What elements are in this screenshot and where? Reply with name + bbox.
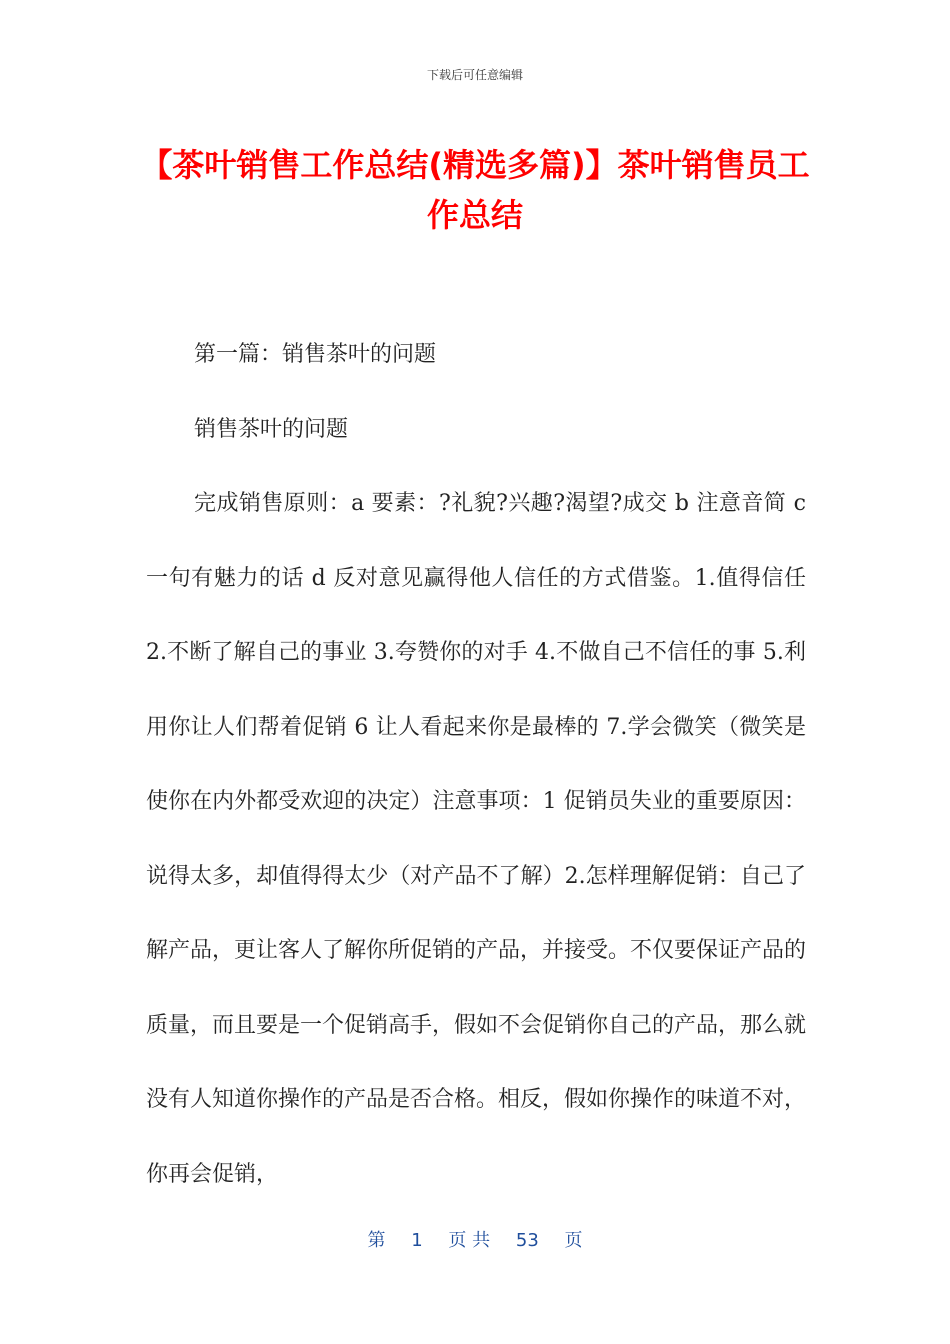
- page-footer: [0, 1226, 950, 1252]
- header-note: 下载后可任意编辑: [426, 68, 523, 82]
- document-content: [146, 318, 806, 1212]
- document-title: 【茶叶销售工作总结(精选多篇)】茶叶销售员工作总结: [140, 146, 810, 234]
- footer-page-prefix: 第: [367, 1230, 386, 1251]
- body-paragraph: 完成销售原则：a 要素：?礼貌?兴趣?渴望?成交 b 注意音简 c 一句有魅力的话 d 反对意见赢得他人信任的方式借鉴。1.值得信任 2.不断了解自己的事业 3.夸赞你的对手 4.不做自己不信任的事 5.利用你让人们帮着促销 6 让人看起来你是最棒的 7.学会微笑（微笑是使你在内外都受欢迎的决定）注意事项：1 促销员失业的重要原因：说得太多，却值得得太少（对产品不了解）2.怎样理解促销：自己了解产品，更让客人了解你所促销的产品，并接受。不仅要保证产品的质量，而且要是一个促销高手，假如不会促销你自己的产品，那么就没有人知道你操作的产品是否合格。相反，假如你操作的味道不对，你再会促销，: [146, 491, 807, 1187]
- footer-total-pages: 53: [515, 1230, 539, 1251]
- footer-page-number: 1: [411, 1230, 423, 1251]
- footer-page-suffix: 页: [564, 1230, 583, 1251]
- footer-page-middle: 页 共: [448, 1230, 491, 1251]
- section-heading: 第一篇：销售茶叶的问题: [194, 342, 437, 367]
- subheading: 销售茶叶的问题: [194, 416, 349, 442]
